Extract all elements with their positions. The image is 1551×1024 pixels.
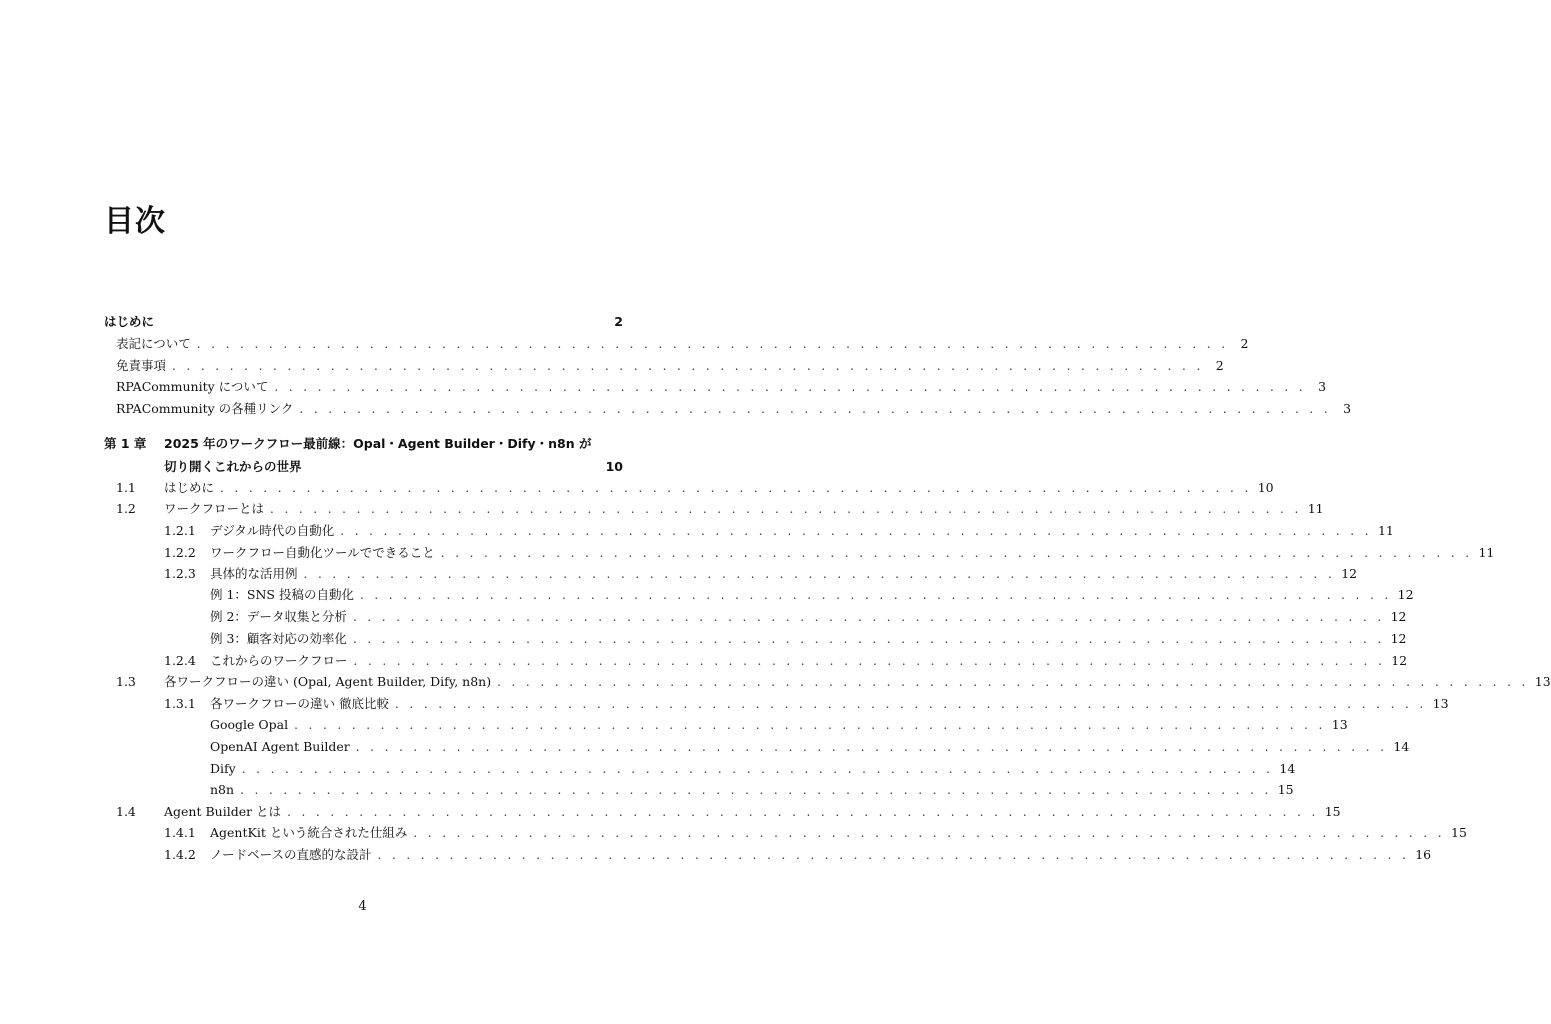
toc-section-page: 13 [1331,717,1348,732]
toc-dots: . . . . . . . . . . . . . . . . . . . . . . . . . . . . . . . . . . . . . . . . . . . . . . . . . . . . . . . . . . . . . . . . . . . . . . . . [377,848,1410,862]
toc-section-page: 15 [1324,804,1341,819]
toc-chapter-heading[interactable] [104,434,623,454]
toc-section-entry[interactable] [210,759,1296,779]
toc-dots: . . . . . . . . . . . . . . . . . . . . . . . . . . . . . . . . . . . . . . . . . . . . . . . . . . . . . . . . . . . . . . . . . . . . . . . . [340,524,1372,538]
toc-section-entry[interactable] [210,737,1410,757]
toc-section-number: 1.3.1 [164,696,196,711]
toc-section-entry[interactable] [116,499,1324,519]
toc-section-number: 1.1 [116,480,136,495]
toc-section-number: 1.4.2 [164,847,196,862]
toc-section-page: 12 [1341,566,1358,581]
toc-dots: . . . . . . . . . . . . . . . . . . . . . . . . . . . . . . . . . . . . . . . . . . . . . . . . . . . . . . . . . . . . . . . . . . . . . . . . [241,762,1274,776]
toc-chapter-title-line1: 2025 年のワークフロー最前線：Opal・Agent Builder・Dify・n8n が [164,436,592,451]
toc-section-page: 12 [1390,631,1407,646]
toc-entry-page: 3 [1318,379,1327,394]
toc-section-text: ノードベースの直感的な設計 [210,847,372,862]
toc-section-entry[interactable] [164,564,1358,584]
toc-section-number: 1.3 [116,674,136,689]
toc-section-number: 1.2.1 [164,523,196,538]
toc-dots: . . . . . . . . . . . . . . . . . . . . . . . . . . . . . . . . . . . . . . . . . . . . . . . . . . . . . . . . . . . . . . . . . . . . . . . . [196,337,1229,351]
toc-section-text: 各ワークフローの違い (Opal, Agent Builder, Dify, n8n) [164,674,492,689]
toc-section-text: 例 1：SNS 投稿の自動化 [210,587,354,602]
toc-section-page: 15 [1277,782,1294,797]
toc-section-text: 例 3：顧客対応の効率化 [210,631,347,646]
toc-section-text: これからのワークフロー [210,653,348,668]
toc-entry[interactable] [116,334,1249,354]
toc-section-text: Dify [210,761,236,776]
toc-dots: . . . . . . . . . . . . . . . . . . . . . . . . . . . . . . . . . . . . . . . . . . . . . . . . . . . . . . . . . . . . . . . . . . . . . . . . [413,826,1446,840]
toc-section-text: Google Opal [210,717,289,732]
toc-section-entry[interactable] [116,478,1274,498]
toc-section-number: 1.4.1 [164,825,196,840]
toc-section-page: 10 [1257,480,1274,495]
toc-section-entry[interactable] [164,543,1495,563]
toc-dots: . . . . . . . . . . . . . . . . . . . . . . . . . . . . . . . . . . . . . . . . . . . . . . . . . . . . . . . . . . . . . . . . . . . . . . . . [355,740,1388,754]
toc-dots: . . . . . . . . . . . . . . . . . . . . . . . . . . . . . . . . . . . . . . . . . . . . . . . . . . . . . . . . . . . . . . . . . . . . . . . . [294,718,1326,732]
toc-entry-page: 3 [1343,401,1352,416]
toc-section-text: n8n [210,782,235,797]
toc-section-page: 13 [1432,696,1449,711]
toc-section-number: 1.4 [116,804,136,819]
toc-chapter-heading-line2[interactable] [164,457,623,477]
toc-section-text: Agent Builder とは [164,804,282,819]
toc-section-text: ワークフローとは [164,501,265,516]
toc-dots: . . . . . . . . . . . . . . . . . . . . . . . . . . . . . . . . . . . . . . . . . . . . . . . . . . . . . . . . . . . . . . . . . . . . . . . . [274,380,1307,394]
toc-dots: . . . . . . . . . . . . . . . . . . . . . . . . . . . . . . . . . . . . . . . . . . . . . . . . . . . . . . . . . . . . . . . . . . . . . . . . [353,654,1386,668]
toc-section-text: はじめに [164,480,215,495]
toc-section-entry[interactable] [210,715,1348,735]
toc-section-page: 12 [1397,587,1414,602]
toc-section-page: 13 [1534,674,1551,689]
toc-entry-text: 免責事項 [116,358,167,373]
toc-section-page: 11 [1377,523,1394,538]
toc-dots: . . . . . . . . . . . . . . . . . . . . . . . . . . . . . . . . . . . . . . . . . . . . . . . . . . . . . . . . . . . . . . . . . . . . . . . . [287,805,1319,819]
toc-dots: . . . . . . . . . . . . . . . . . . . . . . . . . . . . . . . . . . . . . . . . . . . . . . . . . . . . . . . . . . . . . . . . . . . . . . . . [220,481,1252,495]
toc-entry[interactable] [116,377,1327,397]
toc-dots: . . . . . . . . . . . . . . . . . . . . . . . . . . . . . . . . . . . . . . . . . . . . . . . . . . . . . . . . . . . . . . . . . . . . . . . . [240,783,1272,797]
toc-section-page: 15 [1451,825,1467,840]
toc-dots: . . . . . . . . . . . . . . . . . . . . . . . . . . . . . . . . . . . . . . . . . . . . . . . . . . . . . . . . . . . . . . . . . . . . . . . . [497,675,1529,689]
toc-section-page: 11 [1307,501,1324,516]
toc-section-number: 1.2 [116,501,136,516]
toc-section-page: 14 [1279,761,1296,776]
toc-section-entry[interactable] [210,585,1414,605]
toc-chapter-title-line2: 切り開くこれからの世界 [164,459,302,474]
toc-entry-text: RPACommunity の各種リンク [116,401,294,416]
toc-section-page: 14 [1393,739,1410,754]
toc-dots: . . . . . . . . . . . . . . . . . . . . . . . . . . . . . . . . . . . . . . . . . . . . . . . . . . . . . . . . . . . . . . . . . . . . . . . . [270,502,1302,516]
toc-section-entry[interactable] [210,607,1407,627]
toc-section-number: 1.2.3 [164,566,196,581]
toc-entry-text: 表記について [116,336,191,351]
toc-section-entry[interactable] [164,521,1394,541]
toc-section-number: 1.2.2 [164,545,196,560]
toc-dots: . . . . . . . . . . . . . . . . . . . . . . . . . . . . . . . . . . . . . . . . . . . . . . . . . . . . . . . . . . . . . . . . . . . . . . . . [394,697,1427,711]
toc-section-entry[interactable] [164,845,1432,865]
toc-section-entry[interactable] [164,823,1467,843]
toc-intro-page: 2 [614,314,623,329]
toc-dots: . . . . . . . . . . . . . . . . . . . . . . . . . . . . . . . . . . . . . . . . . . . . . . . . . . . . . . . . . . . . . . . . . . . . . . . . [440,546,1473,560]
toc-entry[interactable] [116,356,1224,376]
toc-section-page: 12 [1391,653,1408,668]
toc-section-entry[interactable] [116,672,1551,692]
toc-section-text: 各ワークフローの違い 徹底比較 [210,696,389,711]
toc-dots: . . . . . . . . . . . . . . . . . . . . . . . . . . . . . . . . . . . . . . . . . . . . . . . . . . . . . . . . . . . . . . . . . . . . . . . . [352,632,1385,646]
toc-entry-page: 2 [1215,358,1224,373]
toc-section-entry[interactable] [164,651,1408,671]
toc-section-text: ワークフロー自動化ツールでできること [210,545,435,560]
toc-dots: . . . . . . . . . . . . . . . . . . . . . . . . . . . . . . . . . . . . . . . . . . . . . . . . . . . . . . . . . . . . . . . . . . . . . . . . [303,567,1336,581]
toc-section-text: 具体的な活用例 [210,566,298,581]
toc-section-page: 11 [1478,545,1495,560]
toc-section-entry[interactable] [210,629,1407,649]
toc-entry[interactable] [116,399,1352,419]
toc-dots: . . . . . . . . . . . . . . . . . . . . . . . . . . . . . . . . . . . . . . . . . . . . . . . . . . . . . . . . . . . . . . . . . . . . . . . . [352,610,1385,624]
toc-entry-text: RPACommunity について [116,379,269,394]
toc-intro-heading[interactable] [104,312,623,332]
toc-dots: . . . . . . . . . . . . . . . . . . . . . . . . . . . . . . . . . . . . . . . . . . . . . . . . . . . . . . . . . . . . . . . . . . . . . . . . [359,588,1392,602]
toc-section-entry[interactable] [116,802,1341,822]
toc-dots: . . . . . . . . . . . . . . . . . . . . . . . . . . . . . . . . . . . . . . . . . . . . . . . . . . . . . . . . . . . . . . . . . . . . . . . . [172,359,1204,373]
toc-section-page: 16 [1415,847,1432,862]
toc-dots: . . . . . . . . . . . . . . . . . . . . . . . . . . . . . . . . . . . . . . . . . . . . . . . . . . . . . . . . . . . . . . . . . . . . . . . . [299,402,1332,416]
toc-section-page: 12 [1390,609,1407,624]
toc-section-text: AgentKit という統合された仕組み [210,825,408,840]
toc-section-entry[interactable] [210,780,1294,800]
toc-intro-title: はじめに [104,314,155,329]
page-number: 4 [358,899,367,914]
toc-section-entry[interactable] [164,694,1449,714]
toc-section-text: 例 2：データ収集と分析 [210,609,347,624]
toc-entry-page: 2 [1240,336,1249,351]
toc-chapter-label: 第 1 章 [104,436,147,451]
toc-section-number: 1.2.4 [164,653,196,668]
toc-chapter-page: 10 [605,459,623,474]
toc-section-text: デジタル時代の自動化 [210,523,335,538]
page-title: 目次 [104,204,166,239]
toc-section-text: OpenAI Agent Builder [210,739,350,754]
